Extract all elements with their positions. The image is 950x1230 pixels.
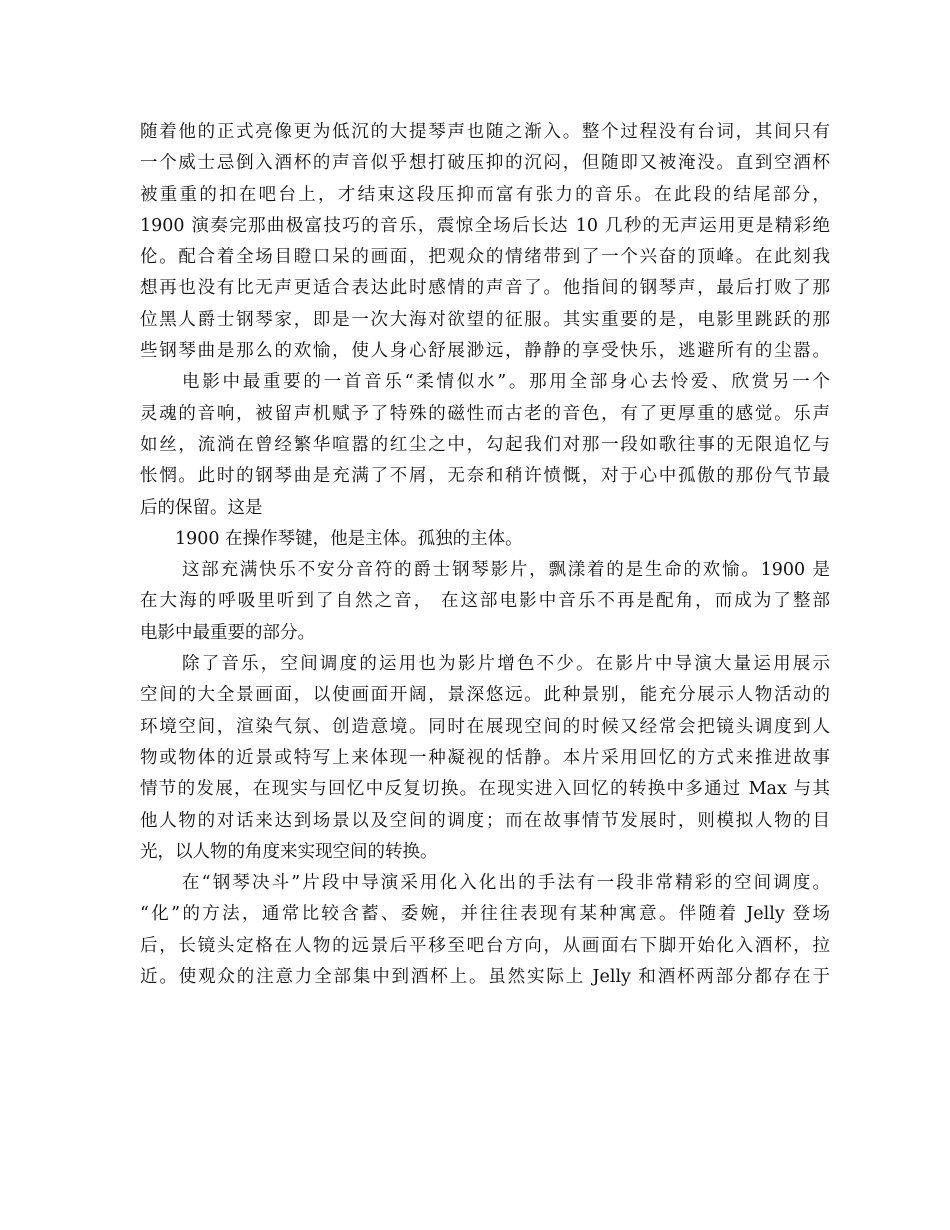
text-line: 光，以人物的角度来实现空间的转换。: [140, 841, 438, 862]
paragraph-2: [140, 367, 830, 523]
text-line: 这部充满快乐不安分音符的爵士钢琴影片，飘漾着的是生命的欢愉。1900 是: [182, 560, 830, 581]
text-line: 怅惘。此时的钢琴曲是充满了不屑，无奈和稍许愤慨，对于心中孤傲的那份气节最: [140, 466, 830, 487]
text-line: 在“钢琴决斗”片段中导演采用化入化出的手法有一段非常精彩的空间调度。: [182, 873, 830, 894]
text-line: 环境空间，渲染气氛、创造意境。同时在展现空间的时候又经常会把镜头调度到人: [140, 716, 830, 737]
paragraph-6: [140, 868, 830, 993]
text-line: 他人物的对话来达到场景以及空间的调度；而在故事情节发展时，则模拟人物的目: [140, 810, 830, 831]
text-line: 1900 在操作琴键，他是主体。孤独的主体。: [175, 528, 523, 549]
text-line: 空间的大全景画面，以使画面开阔，景深悠远。此种景别，能充分展示人物活动的: [140, 685, 830, 706]
text-line: 在大海的呼吸里听到了自然之音， 在这部电影中音乐不再是配角，而成为了整部: [140, 591, 830, 612]
paragraph-4: [140, 555, 830, 649]
text-line: 被重重的扣在吧台上，才结束这段压抑而富有张力的音乐。在此段的结尾部分，: [140, 184, 830, 205]
text-line: 伦。配合着全场目瞪口呆的画面，把观众的情绪带到了一个兴奋的顶峰。在此刻我: [140, 247, 830, 268]
text-line: 想再也没有比无声更适合表达此时感情的声音了。他指间的钢琴声，最后打败了那: [140, 278, 830, 299]
text-line: 一个威士忌倒入酒杯的声音似乎想打破压抑的沉闷，但随即又被淹没。直到空酒杯: [140, 153, 830, 174]
text-line: 物或物体的近景或特写上来体现一种凝视的恬静。本片采用回忆的方式来推进故事: [140, 747, 830, 768]
text-line: 后的保留。这是: [140, 497, 263, 518]
paragraph-5: [140, 649, 830, 868]
text-line: 些钢琴曲是那么的欢愉，使人身心舒展渺远，静静的享受快乐，逃避所有的尘嚣。: [140, 341, 830, 362]
paragraph-1: [140, 117, 830, 367]
text-line: 随着他的正式亮像更为低沉的大提琴声也随之渐入。整个过程没有台词，其间只有: [140, 122, 830, 142]
text-line: 电影中最重要的一首音乐“柔情似水”。那用全部身心去怜爱、欣赏另一个: [182, 372, 830, 393]
text-line: 电影中最重要的部分。: [140, 622, 315, 643]
body-text: [140, 117, 830, 993]
text-line: 灵魂的音响，被留声机赋予了特殊的磁性而古老的音色，有了更厚重的感觉。乐声: [140, 403, 830, 424]
text-line: 位黑人爵士钢琴家，即是一次大海对欲望的征服。其实重要的是，电影里跳跃的那: [140, 309, 830, 330]
text-line: 情节的发展，在现实与回忆中反复切换。在现实进入回忆的转换中多通过 Max 与其: [140, 779, 830, 800]
text-line: “化”的方法，通常比较含蓄、委婉，并往往表现有某种寓意。伴随着 Jelly 登场: [140, 904, 830, 925]
text-line: 后，长镜头定格在人物的远景后平移至吧台方向，从画面右下脚开始化入酒杯，拉: [140, 935, 830, 956]
text-line: 如丝，流淌在曾经繁华喧嚣的红尘之中，勾起我们对那一段如歌往事的无限追忆与: [140, 434, 830, 455]
text-line: 1900 演奏完那曲极富技巧的音乐，震惊全场后长达 10 几秒的无声运用更是精彩绝: [140, 215, 830, 236]
text-line: 近。使观众的注意力全部集中到酒杯上。虽然实际上 Jelly 和酒杯两部分都存在于: [140, 967, 830, 988]
text-line: 除了音乐，空间调度的运用也为影片增色不少。在影片中导演大量运用展示: [182, 654, 830, 675]
paragraph-3: [140, 524, 830, 555]
